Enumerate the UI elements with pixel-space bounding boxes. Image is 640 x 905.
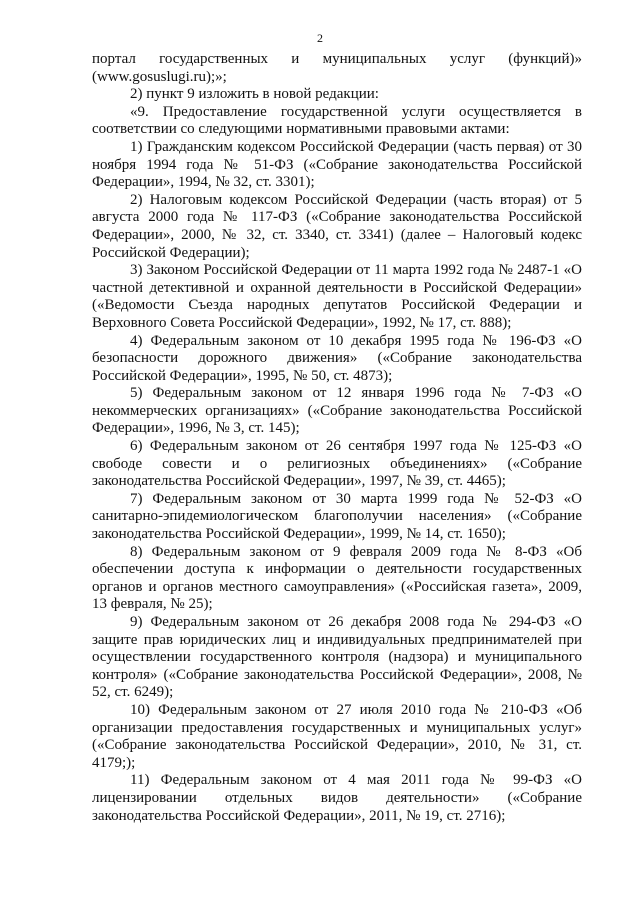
paragraph: 1) Гражданским кодексом Российской Федерации (часть первая) от 30 ноября 1994 года № 51-ФЗ («Собрание законодательства Российской Федерации», 1994, № 32, ст. 3301); — [92, 138, 582, 191]
paragraph: 9) Федеральным законом от 26 декабря 2008 года № 294-ФЗ «О защите прав юридических лиц и индивидуальных предпринимателей при осуществлении государственного контроля (надзора) и муниципального контроля» («Собрание законодательства Российской Федерации», 2008, № 52, ст. 6249); — [92, 614, 582, 701]
paragraph: «9. Предоставление государственной услуги осуществляется в соответствии со следующими нормативными правовыми актами: — [92, 103, 582, 138]
paragraph: 8) Федеральным законом от 9 февраля 2009 года № 8-ФЗ «Об обеспечении доступа к информации о деятельности государственных органов и органов местного самоуправления» («Российская газета», 2009, 13 февраля, № 25); — [92, 543, 582, 613]
paragraph: 3) Законом Российской Федерации от 11 марта 1992 года № 2487-1 «О частной детективной и охранной деятельности в Российской Федерации» («Ведомости Съезда народных депутатов Российской Федерации и Верховного Совета Российской Федерации», 1992, № 17, ст. 888); — [92, 262, 582, 331]
paragraph: 4) Федеральным законом от 10 декабря 1995 года № 196-ФЗ «О безопасности дорожного движения» («Собрание законодательства Российской Федерации», 1995, № 50, ст. 4873); — [92, 332, 582, 384]
paragraph: 2) пункт 9 изложить в новой редакции: — [130, 86, 379, 103]
paragraph: портал государственных и муниципальных услуг (функций)» (www.gosuslugi.ru);»; — [92, 51, 582, 85]
page-number: 2 — [317, 31, 323, 45]
paragraph: 6) Федеральным законом от 26 сентября 1997 года № 125-ФЗ «О свободе совести и о религиозных объединениях» («Собрание законодательства Российской Федерации», 1997, № 39, ст. 4465); — [92, 438, 582, 490]
paragraph: 5) Федеральным законом от 12 января 1996 года № 7-ФЗ «О некоммерческих организациях» («Собрание законодательства Российской Федерации», 1996, № 3, ст. 145); — [92, 385, 582, 437]
paragraph: 2) Налоговым кодексом Российской Федерации (часть вторая) от 5 августа 2000 года № 117-ФЗ («Собрание законодательства Российской Федерации», 2000, № 32, ст. 3340, ст. 3341) (далее – Налоговый кодекс Российской Федерации); — [92, 191, 582, 261]
paragraph: 10) Федеральным законом от 27 июля 2010 года № 210-ФЗ «Об организации предоставления государственных и муниципальных услуг» («Собрание законодательства Российской Федерации», 2010, № 31, ст. 4179;); — [92, 701, 582, 771]
document-body — [92, 51, 582, 825]
paragraph: 7) Федеральным законом от 30 марта 1999 года № 52-ФЗ «О санитарно-эпидемиологическом благополучии населения» («Собрание законодательства Российской Федерации», 1999, № 14, ст. 1650); — [92, 490, 582, 543]
paragraph: 11) Федеральным законом от 4 мая 2011 года № 99-ФЗ «О лицензировании отдельных видов деятельности» («Собрание законодательства Российской Федерации», 2011, № 19, ст. 2716); — [92, 772, 582, 824]
